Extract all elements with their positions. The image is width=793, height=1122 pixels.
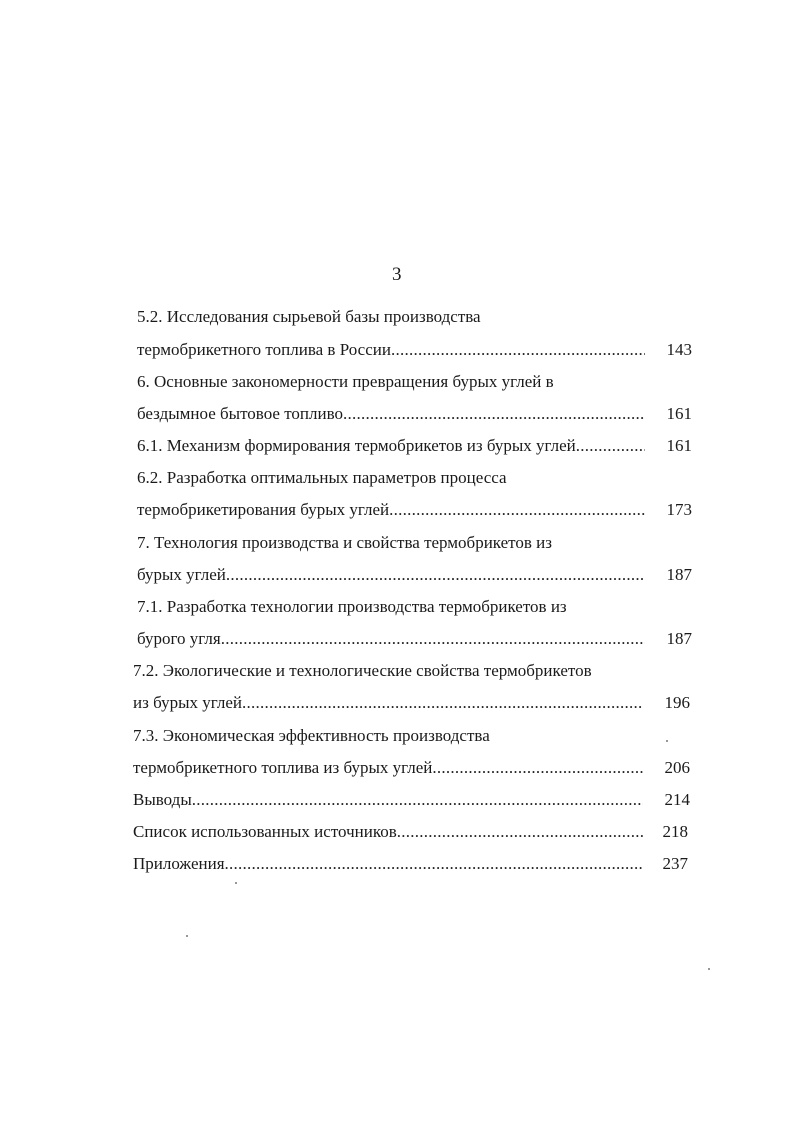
toc-entry-7-2-title: 7.2. Экологические и технологические свойства термобрикетов (133, 661, 592, 680)
dot-leader (432, 757, 643, 779)
toc-entry-7-3-title: 7.3. Экономическая эффективность производства (133, 726, 490, 745)
scan-speck (708, 968, 710, 970)
page-number: 3 (392, 264, 402, 285)
toc-entry-7-page: 187 (666, 565, 692, 584)
toc-entry-7-3-page: 206 (664, 758, 690, 777)
toc-entry-7-1-continuation: бурого угля (137, 629, 221, 648)
toc-entry-6-2-title: 6.2. Разработка оптимальных параметров процесса (137, 468, 507, 487)
dot-leader (391, 339, 645, 361)
dot-leader (192, 789, 643, 811)
toc-entry-conclusions-leader (133, 789, 643, 811)
toc-entry-6-2-page: 173 (666, 500, 692, 519)
toc-entry-7-3-continuation: термобрикетного топлива из бурых углей (133, 758, 433, 777)
toc-entry-7-leader (137, 564, 645, 586)
toc-entry-references-leader (133, 821, 643, 843)
scan-speck (186, 935, 188, 937)
toc-entry-7-2-leader (133, 692, 643, 714)
toc-entry-6-page: 161 (666, 404, 692, 423)
scan-speck (235, 882, 237, 884)
toc-entry-5-2-leader (137, 339, 645, 361)
toc-entry-appendices-leader (133, 853, 643, 875)
toc-entry-references-page: 218 (662, 822, 688, 841)
toc-entry-7-title: 7. Технология производства и свойства термобрикетов из (137, 533, 552, 552)
toc-entry-appendices-page: 237 (662, 854, 688, 873)
toc-entry-6-continuation: бездымное бытовое топливо (137, 404, 344, 423)
toc-entry-conclusions-page: 214 (664, 790, 690, 809)
toc-entry-5-2-page: 143 (666, 340, 692, 359)
toc-entry-conclusions-title: Выводы (133, 790, 192, 809)
toc-entry-7-1-title: 7.1. Разработка технологии производства термобрикетов из (137, 597, 567, 616)
toc-entry-6-1-page: 161 (666, 436, 692, 455)
dot-leader (343, 403, 645, 425)
toc-entry-6-1-leader (137, 435, 645, 457)
toc-entry-6-leader (137, 403, 645, 425)
toc-entry-6-title: 6. Основные закономерности превращения бурых углей в (137, 372, 554, 391)
dot-leader (226, 564, 645, 586)
scan-speck (666, 740, 668, 742)
dot-leader (576, 435, 645, 457)
toc-entry-6-1-title: 6.1. Механизм формирования термобрикетов из бурых углей (137, 436, 576, 455)
dot-leader (397, 821, 643, 843)
toc-entry-6-2-leader (137, 499, 645, 521)
toc-entry-7-1-leader (137, 628, 645, 650)
toc-entry-6-2-continuation: термобрикетирования бурых углей (137, 500, 390, 519)
dot-leader (242, 692, 643, 714)
toc-entry-7-3-leader (133, 757, 643, 779)
toc-entry-7-1-page: 187 (666, 629, 692, 648)
toc-entry-5-2-continuation: термобрикетного топлива в России (137, 340, 391, 359)
dot-leader (221, 628, 645, 650)
toc-entry-7-2-page: 196 (664, 693, 690, 712)
toc-entry-5-2-title: 5.2. Исследования сырьевой базы производства (137, 307, 481, 326)
toc-entry-7-continuation: бурых углей (137, 565, 226, 584)
dot-leader (225, 853, 643, 875)
toc-entry-references-title: Список использованных источников (133, 822, 397, 841)
toc-entry-7-2-continuation: из бурых углей (133, 693, 242, 712)
toc-entry-appendices-title: Приложения (133, 854, 225, 873)
dot-leader (389, 499, 645, 521)
